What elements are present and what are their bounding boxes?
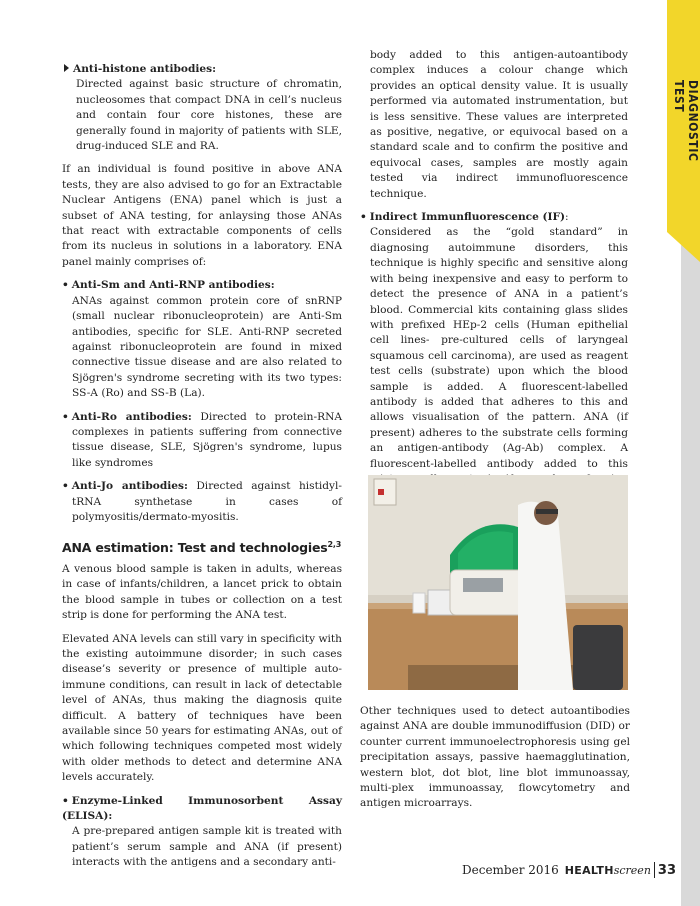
elisa-continued: body added to this antigen-autoantibody complex induces a colour change which provides an optical density value. It is usually performed via automated instrumentation, but is less sensitive. These values are interpreted as positive, negative, or equivocal based on a standard scale and to confirm the positive and equivocal cases, samples are mostly again tested via indirect immunofluorescence technique. xyxy=(370,49,628,200)
if-text: Considered as the “gold standard” in diagnosing autoimmune disorders, this technique is highly specific and sensitive along with being inexpensive and easy to perform to detect the presence of ANA in a patient’s blood. Commercial kits containing glass slides with prefixed HEp-2 cells (Human epithelial cell lines- pre-cultured cells of laryngeal squamous cell carcinoma), are used as reagent test cells (substrate) upon which the blood sample is added. A fluorescent-labelled antibody is added that adheres to this and allows visualisation of the pattern. ANA (if present) adheres to the substrate cells forming an antigen-antibody (Ag-Ab) complex. A fluorescent-labelled antibody added to this xyxy=(370,226,628,470)
ena-paragraph: If an individual is found positive in above ANA tests, they are also advised to go for an Extractable Nuclear Antigens (ENA) panel which is just a subset of ANA testing, for anlaysing those ANAs that react with extractable components of cells from its nucleus in solutions in a laboratory. ENA panel mainly comprises of: xyxy=(62,163,342,268)
section-label: DIAGNOSTIC TEST xyxy=(672,80,700,162)
triangle-bullet-icon xyxy=(64,64,69,72)
anti-sm-item xyxy=(62,278,342,401)
antihistone-text: Directed against basic structure of chromatin, nucleosomes that compact DNA in cell’s nucleus and contain four core histones, these are generally found in majority of patients with SLE, drug-induced SLE and RA. xyxy=(76,78,342,153)
footer-divider xyxy=(654,862,655,878)
right-column xyxy=(360,48,628,542)
issue-date: December 2016 xyxy=(462,863,559,877)
elisa-item xyxy=(62,794,342,871)
page-footer xyxy=(462,860,676,880)
anti-ro-item xyxy=(62,410,342,472)
other-techniques-block xyxy=(360,704,630,820)
if-heading: Indirect Immunfluorescence (IF) xyxy=(369,211,566,224)
brand-logo: HEALTH xyxy=(564,863,614,877)
anti-sm-text: ANAs against common protein core of snRNP (small nuclear ribonucleoprotein) are Anti-Sm antibodies, specific for SLE. Anti-RNP secreted against ribonucleoprotein are found in mixed connective tissue disease and are also related to Sjögren's syndrome secreting with its two types: SS-A (Ro) and SS-B (La). xyxy=(72,294,342,400)
anti-ro-heading: Anti-Ro antibodies: xyxy=(71,410,192,423)
bullet-dot-icon: • xyxy=(62,410,69,423)
left-column xyxy=(62,62,342,879)
lab-photo xyxy=(368,475,628,690)
elisa-text: A pre-prepared antigen sample kit is treated with patient’s serum sample and ANA (if present) interacts with the antigens and a secondary anti- xyxy=(72,825,342,869)
anti-ro-text: Directed to protein-RNA complexes in patients suffering from connective tissue disease, SLE, Sjögren's syndrome, lupus like syndromes xyxy=(72,410,342,469)
page-number: 33 xyxy=(657,862,676,878)
bullet-dot-icon: • xyxy=(62,480,69,493)
section-heading: ANA estimation: Test and technologies$^{2,3}$ xyxy=(62,540,342,556)
elisa-heading: Enzyme-Linked Immunosorbent Assay (ELISA): xyxy=(62,794,342,823)
bullet-dot-icon: • xyxy=(62,794,69,807)
bullet-dot-icon: • xyxy=(360,211,367,224)
anti-jo-heading: Anti-Jo antibodies: xyxy=(71,480,188,493)
anti-jo-item xyxy=(62,479,342,525)
section-reference: 2,3 xyxy=(327,540,342,550)
other-techniques-paragraph: Other techniques used to detect autoantibodies against ANA are double immunodiffusion (DID) or counter current immunoelectrophoresis using gel precipitation assays, passive haemagglutination, western blot, dot blot, line blot immunoassay, multi-plex immunoassay, flowcytometry and antigen microarrays. xyxy=(360,705,630,810)
paragraph-blood-sample: A venous blood sample is taken in adults, whereas in case of infants/children, a lancet prick to obtain the blood sample in tubes or collection on a test strip is done for performing the ANA test. xyxy=(62,562,342,622)
bullet-dot-icon: • xyxy=(62,279,69,292)
paragraph-elevated-ana: Elevated ANA levels can still vary in specificity with the existing autoimmune disorder; in such cases disease’s severity or presence of multiple auto-immune conditions, can result in lack of detectable level of ANAs, thus making the diagnosis quite difficult. A battery of techniques have been available since 50 years for estimating ANAs, out of which following techniques competed most widely with older methods to detect and determine ANA levels accurately. xyxy=(62,632,342,784)
brand-logo-italic: screen xyxy=(613,863,651,877)
anti-jo-text: Directed against histidyl-tRNA synthetase in cases of polymyositis/dermato-myositis. xyxy=(72,480,343,523)
if-colon: : xyxy=(565,211,569,224)
antihistone-item xyxy=(62,62,342,154)
anti-sm-heading: Anti-Sm and Anti-RNP antibodies: xyxy=(71,279,275,292)
antihistone-heading: Anti-histone antibodies: xyxy=(73,63,217,75)
